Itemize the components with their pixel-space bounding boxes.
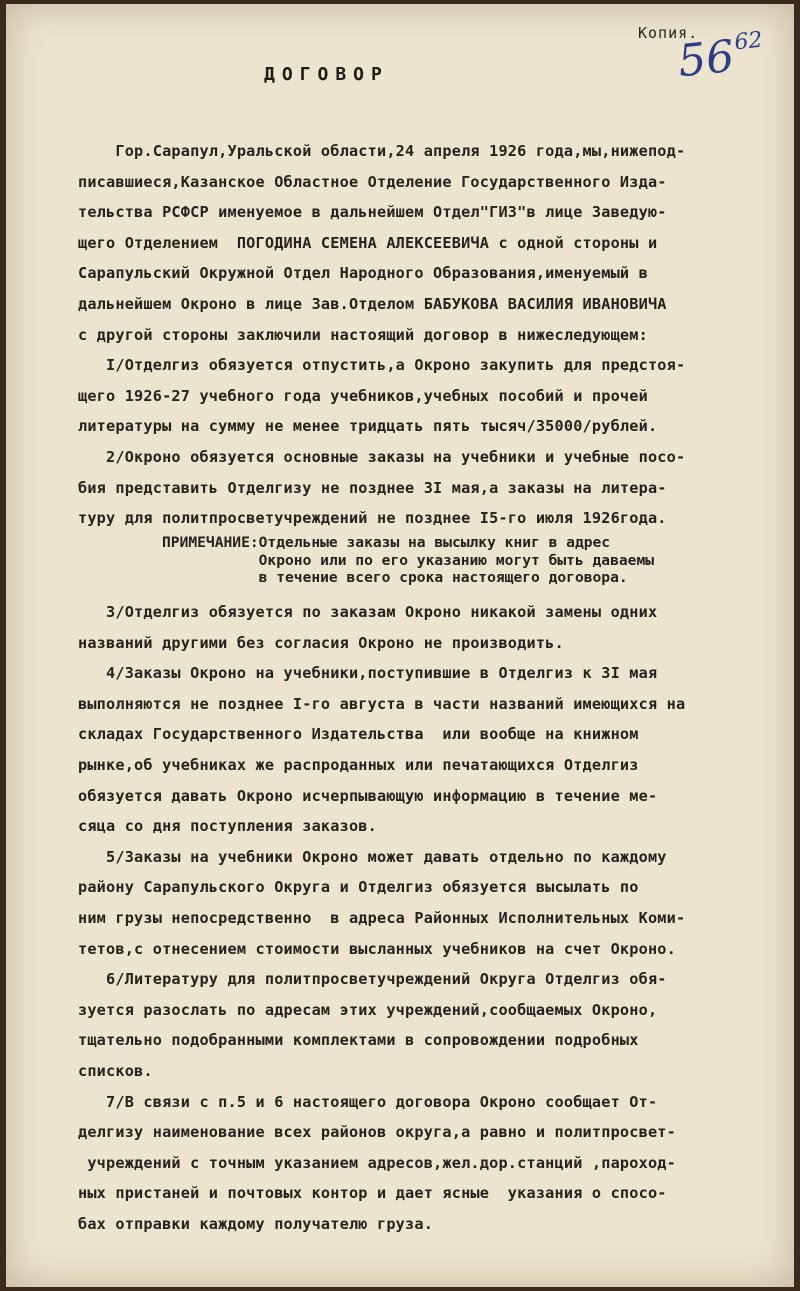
note-line: ПРИМЕЧАНИЕ:Отдельные заказы на высылку книг в адрес [162, 534, 611, 551]
body-line: зуется разослать по адресам этих учреждений,сообщаемых Окроно, [78, 1000, 658, 1019]
body-line: 7/В связи с п.5 и 6 настоящего договора Окроно сообщает От- [78, 1092, 658, 1111]
body-line: сяца со дня поступления заказов. [78, 817, 377, 836]
body-line: складах Государственного Издательства или вообще на книжном [78, 725, 639, 744]
body-line: писавшиеся,Казанское Областное Отделение Государственного Изда- [78, 172, 667, 191]
body-line: I/Отделгиз обязуется отпустить,а Окроно закупить для предстоя- [78, 356, 686, 375]
body-line: бах отправки каждому получателю груза. [78, 1214, 434, 1233]
contract-body-part-2 [78, 597, 768, 1239]
body-line: литературы на сумму не менее тридцать пять тысяч/35000/рублей. [78, 417, 658, 436]
body-line: учреждений с точным указанием адресов,жел.дор.станций ,пароход- [78, 1153, 676, 1172]
body-line: тельства РСФСР именуемое в дальнейшем Отдел"ГИЗ"в лице Заведую- [78, 203, 667, 222]
body-line: обязуется давать Окроно исчерпывающую информацию в течение ме- [78, 786, 658, 805]
body-line: ных пристаней и почтовых контор и дает ясные указания о спосо- [78, 1184, 667, 1203]
body-line: щего Отделением ПОГОДИНА СЕМЕНА АЛЕКСЕЕВИЧА с одной стороны и [78, 233, 658, 252]
body-line: 6/Литературу для политпросветучреждений Округа Отделгиз обя- [78, 970, 667, 989]
body-line: району Сарапульского Округа и Отделгиз обязуется высылать по [78, 878, 639, 897]
body-line: 4/Заказы Окроно на учебники,поступившие в Отделгиз к 3I мая [78, 664, 658, 683]
handwritten-folio-number [676, 28, 767, 88]
body-line: бия представить Отделгизу не позднее 3I мая,а заказы на литера- [78, 478, 667, 497]
note-block [162, 534, 722, 587]
body-line: Сарапульский Окружной Отдел Народного Образования,именуемый в [78, 264, 648, 283]
body-line: туру для политпросветучреждений не позднее I5-го июля 1926года. [78, 509, 667, 528]
document-page [6, 4, 794, 1287]
body-line: названий другими без согласия Окроно не производить. [78, 633, 564, 652]
note-line: Окроно или по его указанию могут быть даваемы [162, 551, 655, 569]
document-title: ДОГОВОР [264, 64, 389, 85]
body-line: выполняются не позднее I-го августа в части названий имеющихся на [78, 694, 686, 713]
body-line: 5/Заказы на учебники Окроно может давать отдельно по каждому [78, 847, 667, 866]
body-line: 2/Окроно обязуется основные заказы на учебники и учебные посо- [78, 447, 686, 466]
folio-main: 56 [675, 30, 737, 88]
body-line: щего 1926-27 учебного года учебников,учебных пособий и прочей [78, 386, 648, 405]
body-line: 3/Отделгиз обязуется по заказам Окроно никакой замены одних [78, 603, 658, 621]
folio-sub: 62 [733, 27, 764, 56]
contract-body-part-1 [78, 136, 768, 534]
body-line: списков. [78, 1061, 153, 1080]
body-line: тетов,с отнесением стоимости высланных учебников на счет Окроно. [78, 939, 676, 958]
body-line: дальнейшем Окроно в лице Зав.Отделом БАБУКОВА ВАСИЛИЯ ИВАНОВИЧА [78, 294, 667, 313]
body-line: делгизу наименование всех районов округа,а равно и политпросвет- [78, 1123, 676, 1142]
body-line: тщательно подобранными комплектами в сопровождении подробных [78, 1031, 639, 1050]
body-line: ним грузы непосредственно в адреса Районных Исполнительных Коми- [78, 908, 686, 927]
body-line: Гор.Сарапул,Уральской области,24 апреля 1926 года,мы,нижепод- [78, 142, 686, 160]
note-line: в течение всего срока настоящего договора. [162, 569, 628, 586]
body-line: с другой стороны заключили настоящий договор в нижеследующем: [78, 325, 648, 344]
copy-mark: Копия. [638, 24, 699, 42]
body-line: рынке,об учебниках же распроданных или печатающихся Отделгиз [78, 755, 639, 774]
